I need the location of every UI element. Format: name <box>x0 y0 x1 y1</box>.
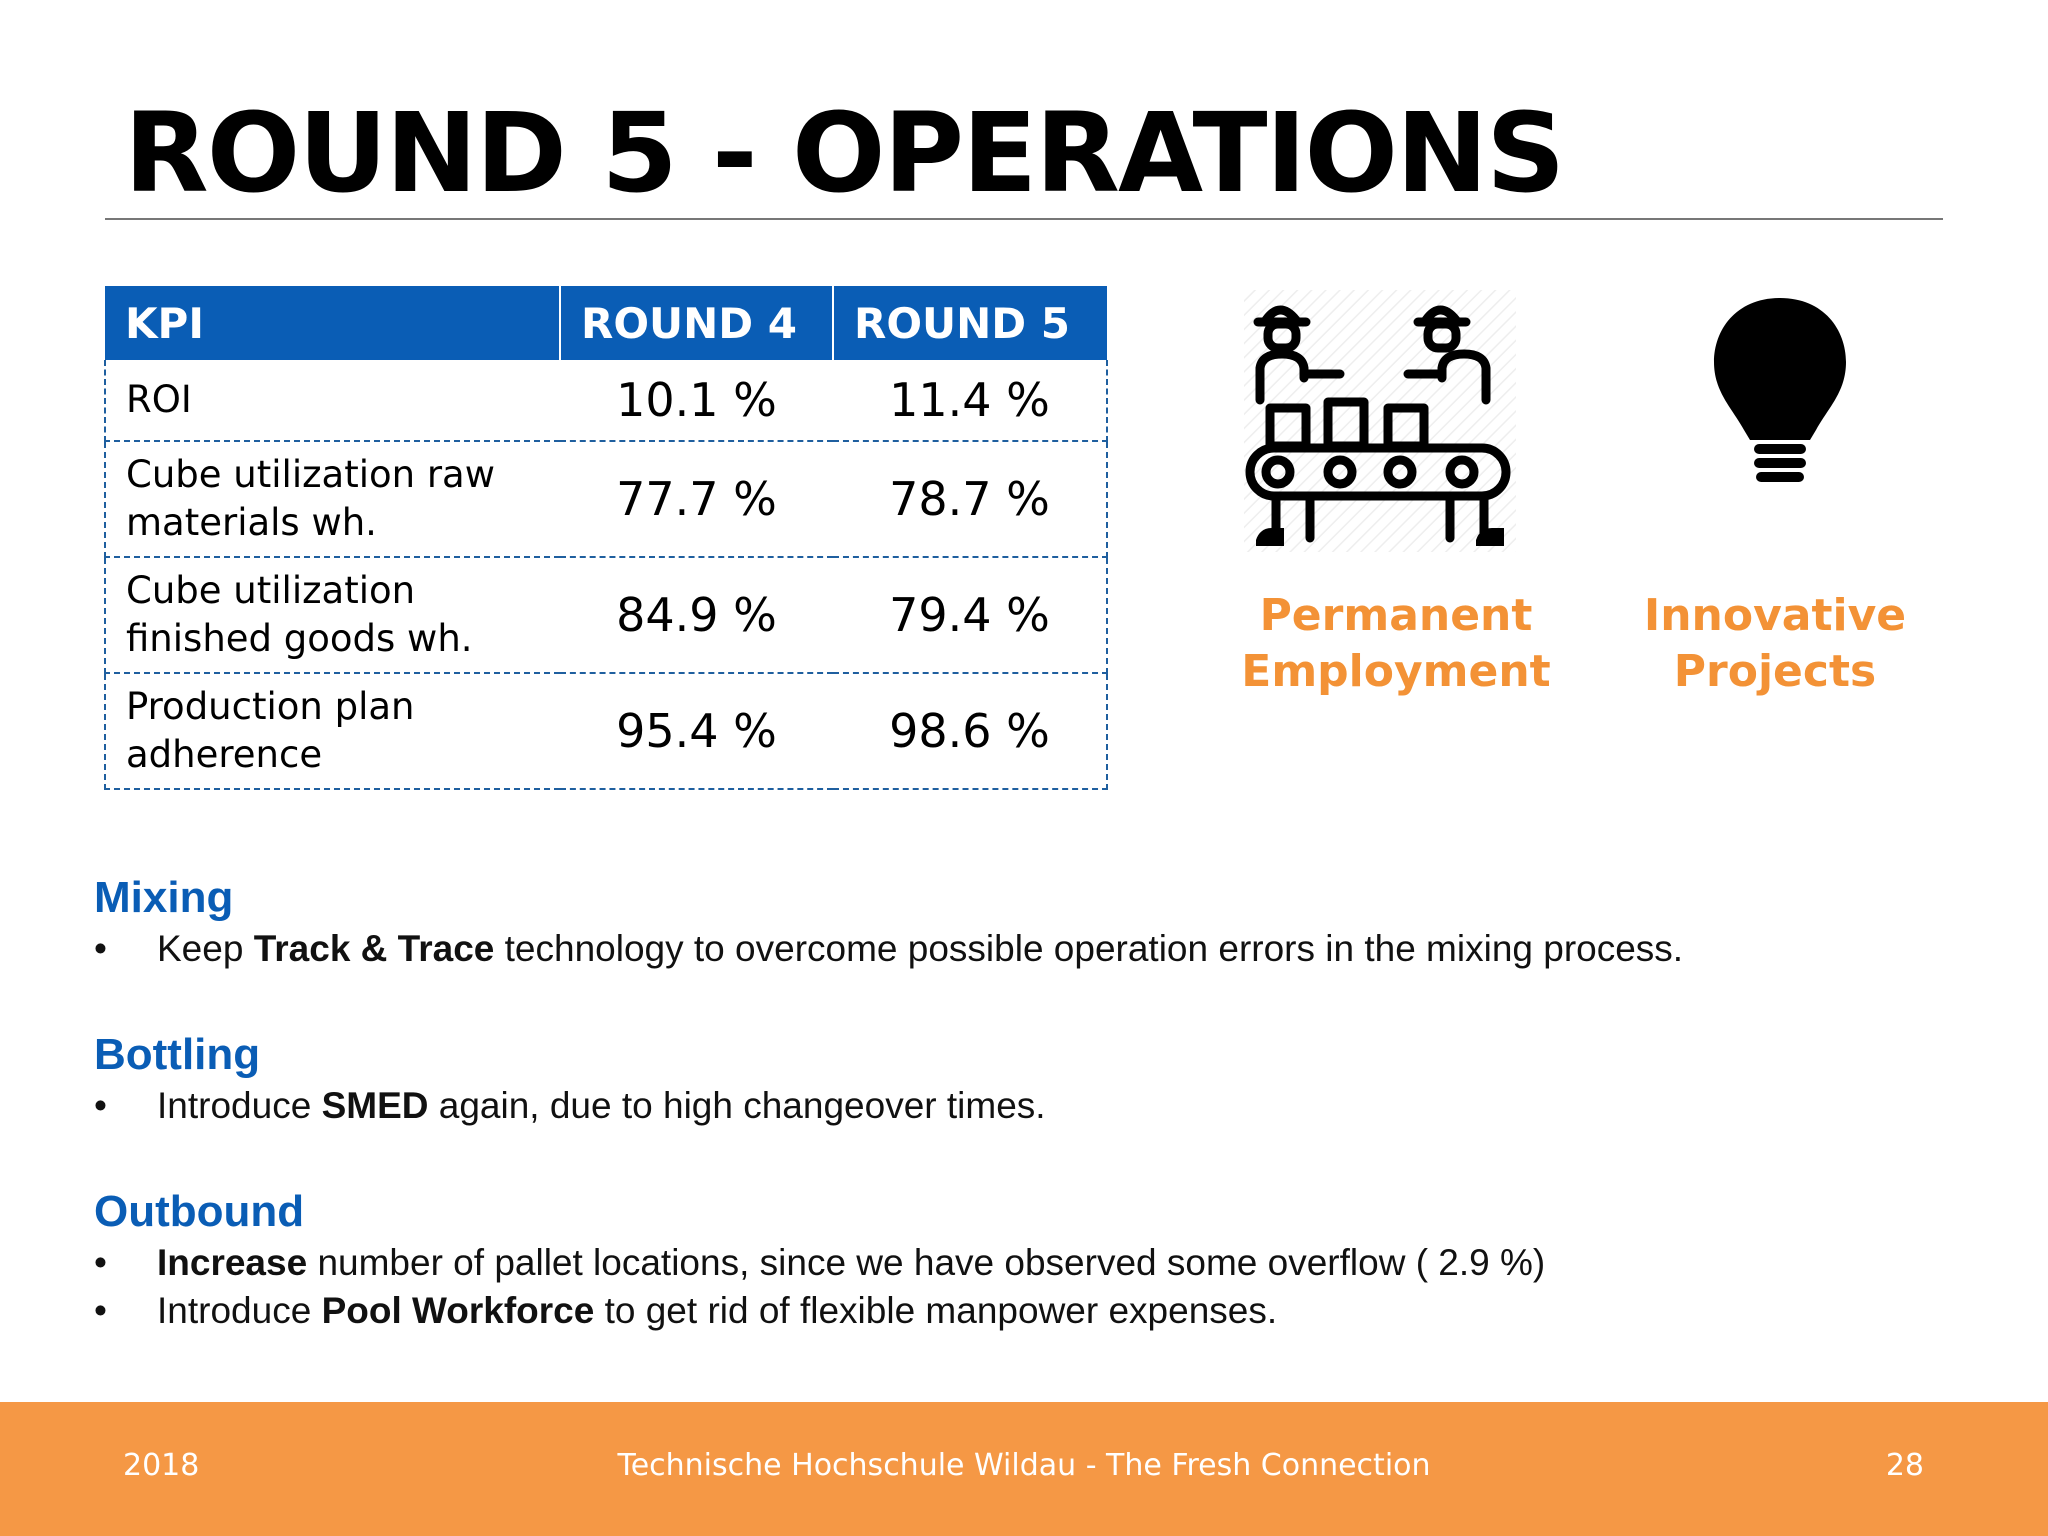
section-mixing <box>94 871 1683 973</box>
bullet-glyph: • <box>94 1085 107 1126</box>
round-4-value: 77.7 % <box>560 441 833 557</box>
bullet-text: to get rid of flexible manpower expenses. <box>594 1290 1278 1331</box>
round-4-value: 95.4 % <box>560 673 833 789</box>
section-heading: Bottling <box>94 1030 261 1079</box>
section-heading: Outbound <box>94 1187 305 1236</box>
bullet-item <box>94 925 1683 973</box>
bullet-bold-text: Increase <box>157 1242 308 1283</box>
table-row <box>105 441 1107 557</box>
page-number: 28 <box>1885 1448 1924 1483</box>
round-5-value: 11.4 % <box>833 360 1107 441</box>
section-outbound <box>94 1185 1545 1335</box>
bullet-glyph: • <box>94 1290 107 1331</box>
round-4-value: 10.1 % <box>560 360 833 441</box>
bullet-text: technology to overcome possible operation errors in the mixing process. <box>494 928 1684 969</box>
section-bottling <box>94 1028 1046 1130</box>
bullet-item <box>94 1239 1545 1287</box>
bullet-item <box>94 1287 1545 1335</box>
footer-title: Technische Hochschule Wildau - The Fresh Connection <box>617 1448 1431 1483</box>
round-4-value: 84.9 % <box>560 557 833 673</box>
bullet-bold-text: SMED <box>321 1085 429 1126</box>
factory-workers-conveyor-icon <box>1240 290 1520 560</box>
footer-year: 2018 <box>123 1448 200 1483</box>
bullet-item <box>94 1082 1046 1130</box>
bullet-glyph: • <box>94 928 107 969</box>
bullet-text: Introduce <box>157 1290 322 1331</box>
column-header-round-5: ROUND 5 <box>833 286 1107 360</box>
bullet-glyph: • <box>94 1242 107 1283</box>
table-row <box>105 673 1107 789</box>
lightbulb-icon <box>1700 290 1860 500</box>
kpi-name: Production plan adherence <box>105 673 560 789</box>
table-header-row <box>105 286 1107 360</box>
bullet-text: Introduce <box>157 1085 322 1126</box>
kpi-name: ROI <box>105 360 560 441</box>
table-row <box>105 557 1107 673</box>
bullet-text: again, due to high changeover times. <box>428 1085 1046 1126</box>
bullet-text: Keep <box>157 928 254 969</box>
innovative-projects-caption: Innovative Projects <box>1643 590 1907 697</box>
kpi-table <box>104 286 1108 790</box>
slide-title: ROUND 5 - OPERATIONS <box>124 89 1564 217</box>
title-divider <box>105 218 1943 220</box>
section-heading: Mixing <box>94 873 234 922</box>
bullet-bold-text: Pool Workforce <box>321 1290 595 1331</box>
round-5-value: 78.7 % <box>833 441 1107 557</box>
bullet-bold-text: Track & Trace <box>253 928 495 969</box>
column-header-round-4: ROUND 4 <box>560 286 833 360</box>
table-row <box>105 360 1107 441</box>
round-5-value: 98.6 % <box>833 673 1107 789</box>
permanent-employment-caption: Permanent Employment <box>1241 590 1551 697</box>
kpi-name: Cube utilization raw materials wh. <box>105 441 560 557</box>
bullet-text: number of pallet locations, since we have observed some overflow ( 2.9 %) <box>307 1242 1546 1283</box>
kpi-name: Cube utilization finished goods wh. <box>105 557 560 673</box>
column-header-kpi: KPI <box>105 286 560 360</box>
round-5-value: 79.4 % <box>833 557 1107 673</box>
slide-footer <box>0 1402 2048 1536</box>
